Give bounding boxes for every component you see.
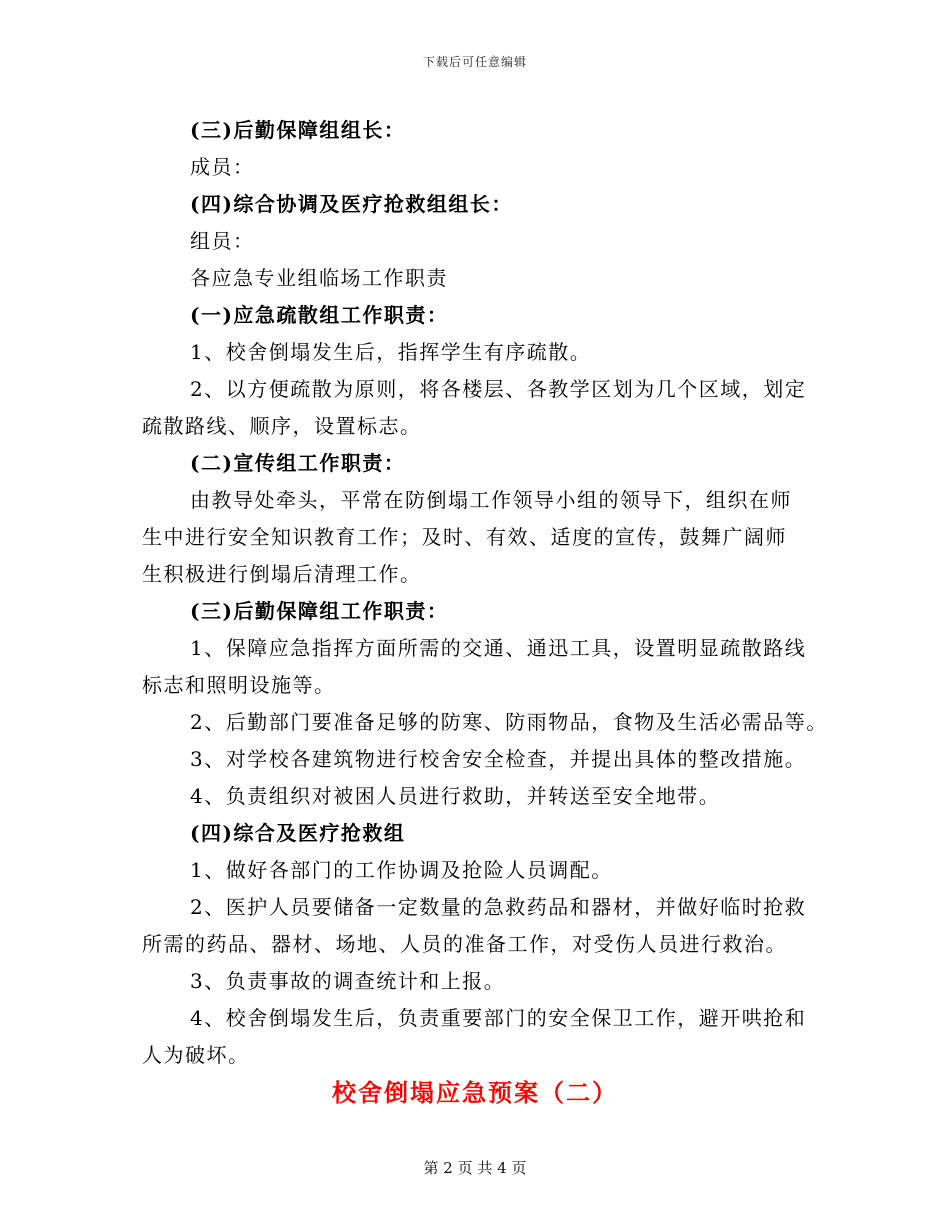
paragraph-line: 生中进行安全知识教育工作；及时、有效、适度的宣传，鼓舞广阔师 bbox=[142, 525, 787, 549]
heading-logistics-leader: (三)后勤保障组组长： bbox=[190, 118, 406, 142]
heading-publicity-duties: (二)宣传组工作职责： bbox=[190, 451, 406, 475]
paragraph-line: 疏散路线、顺序，设置标志。 bbox=[142, 414, 422, 438]
paragraph-line: 由教导处牵头，平常在防倒塌工作领导小组的领导下，组织在师 bbox=[190, 488, 792, 512]
paragraph-line: 3、对学校各建筑物进行校舍安全检查，并提出具体的整改措施。 bbox=[190, 747, 807, 771]
document-body bbox=[142, 112, 828, 1074]
page-header: 下载后可任意编辑 bbox=[422, 55, 527, 69]
paragraph-line: 生积极进行倒塌后清理工作。 bbox=[142, 562, 422, 586]
heading-logistics-duties: (三)后勤保障组工作职责： bbox=[190, 599, 449, 623]
paragraph-line: 2、医护人员要储备一定数量的急救药品和器材，并做好临时抢救 bbox=[190, 895, 807, 919]
paragraph-line: 3、负责事故的调查统计和上报。 bbox=[190, 969, 506, 993]
paragraph-line: 组员： bbox=[190, 229, 255, 253]
paragraph-line: 标志和照明设施等。 bbox=[142, 673, 336, 697]
heading-medical-leader: (四)综合协调及医疗抢救组组长： bbox=[190, 192, 513, 216]
paragraph-line: 各应急专业组临场工作职责 bbox=[190, 266, 448, 290]
paragraph-line: 1、保障应急指挥方面所需的交通、通迅工具，设置明显疏散路线 bbox=[190, 636, 807, 660]
section-title: 校舍倒塌应急预案（二） bbox=[332, 1078, 618, 1107]
paragraph-line: 人为破坏。 bbox=[142, 1043, 250, 1067]
paragraph-line: 1、校舍倒塌发生后，指挥学生有序疏散。 bbox=[190, 340, 592, 364]
paragraph-line: 2、后勤部门要准备足够的防寒、防雨物品，食物及生活必需品等。 bbox=[190, 710, 828, 734]
paragraph-line: 4、负责组织对被困人员进行救助，并转送至安全地带。 bbox=[190, 784, 721, 808]
page-footer: 第 2 页 共 4 页 bbox=[423, 1159, 527, 1177]
heading-evacuation-duties: (一)应急疏散组工作职责： bbox=[190, 303, 449, 327]
paragraph-line: 所需的药品、器材、场地、人员的准备工作，对受伤人员进行救治。 bbox=[142, 932, 787, 956]
heading-medical-group: (四)综合及医疗抢救组 bbox=[190, 821, 406, 845]
paragraph-line: 4、校舍倒塌发生后，负责重要部门的安全保卫工作，避开哄抢和 bbox=[190, 1006, 807, 1030]
paragraph-line: 2、以方便疏散为原则，将各楼层、各教学区划为几个区域，划定 bbox=[190, 377, 807, 401]
paragraph-line: 成员： bbox=[190, 155, 255, 179]
paragraph-line: 1、做好各部门的工作协调及抢险人员调配。 bbox=[190, 858, 613, 882]
